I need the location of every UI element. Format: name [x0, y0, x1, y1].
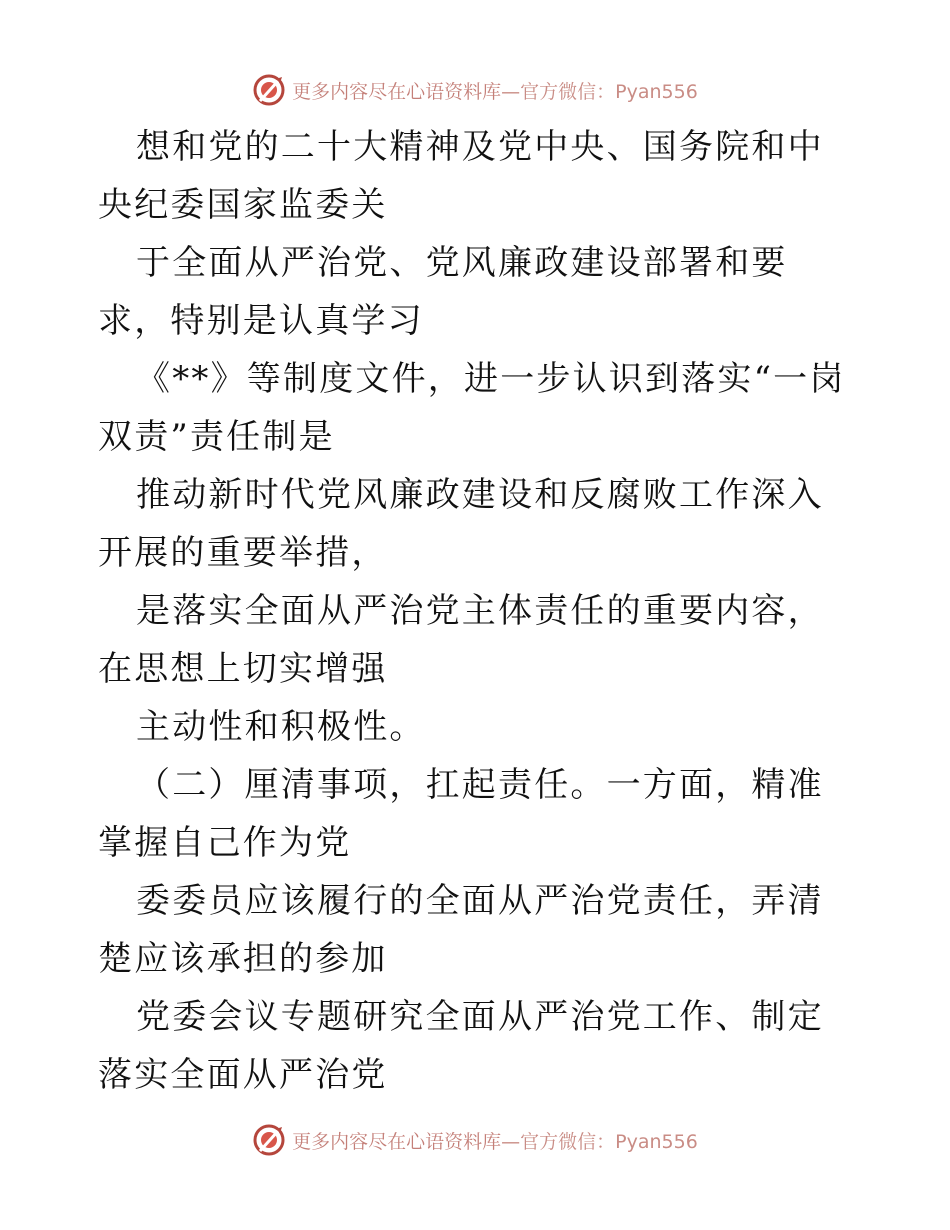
paragraph: （二）厘清事项，扛起责任。一方面，精准掌握自己作为党 [98, 765, 824, 863]
header-watermark [0, 70, 950, 110]
paragraph: 主动性和积极性。 [136, 707, 426, 747]
watermark-text: 更多内容尽在心语资料库 [292, 80, 502, 103]
document-body [98, 118, 858, 1104]
paragraph: 党委会议专题研究全面从严治党工作、制定落实全面从严治党 [98, 997, 824, 1095]
paragraph: 是落实全面从严治党主体责任的重要内容，在思想上切实增强 [98, 591, 824, 689]
paragraph: 想和党的二十大精神及党中央、国务院和中央纪委国家监委关 [98, 127, 824, 225]
watermark-contact: —官方微信：Pyan556 [501, 1130, 698, 1153]
paragraph: 推动新时代党风廉政建设和反腐败工作深入开展的重要举措， [98, 475, 824, 573]
quill-logo-icon [252, 1123, 286, 1157]
paragraph: 委委员应该履行的全面从严治党责任，弄清楚应该承担的参加 [98, 881, 824, 979]
paragraph: 于全面从严治党、党风廉政建设部署和要求，特别是认真学习 [98, 243, 788, 341]
watermark-text: 更多内容尽在心语资料库 [292, 1130, 502, 1153]
watermark-contact: —官方微信：Pyan556 [501, 80, 698, 103]
footer-watermark [0, 1120, 950, 1160]
paragraph: 《**》等制度文件，进一步认识到落实“一岗双责”责任制是 [98, 359, 846, 457]
quill-logo-icon [252, 73, 286, 107]
